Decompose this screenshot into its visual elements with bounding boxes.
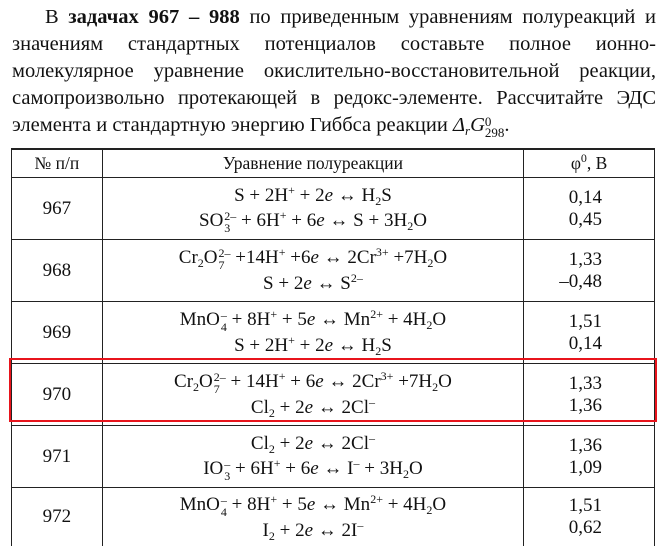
equation-line: $I_2 + 2e$ ↔ 2I–	[262, 517, 364, 543]
potentials: 0,14 0,45	[524, 178, 655, 240]
equation-line: SO 2– 3 + 6H+ + 6e ↔ $S + 3H_2O$	[199, 208, 427, 235]
half-reactions	[102, 240, 523, 302]
potentials: 1,33 1,36	[524, 364, 655, 426]
table-row	[12, 302, 655, 364]
equation-line: MnO – 4 + 8H+ + 5e ↔ $Mn^{2+} + 4H_2O$	[179, 307, 447, 334]
header-equation: Уравнение полуреакции	[102, 149, 523, 178]
equation-line: $Cl_2 + 2e$ ↔ 2Cl–	[250, 395, 375, 420]
table-row-highlighted	[12, 364, 655, 426]
potentials: 1,51 0,14	[524, 302, 655, 364]
equation-line: S + 2e ↔ $S^{2-}$	[263, 271, 363, 294]
half-reactions	[102, 178, 523, 240]
header-potential: $\varphi^0$, В	[524, 149, 655, 178]
half-reactions	[102, 302, 523, 364]
half-reactions	[102, 488, 523, 547]
row-number: 970	[12, 364, 103, 426]
row-number: 968	[12, 240, 103, 302]
table-header-row	[12, 149, 655, 178]
problem-statement: В задачах 967 – 988 по приведенным уравнениям полуреакций и значениям стандартных потенциалов составьте полное ионно-молекулярное уравнение окислительно-восстановительной реакции, самопроизвольно протекающей в редокс-элементе. Рассчитайте ЭДС элемента и стандартную энергию Гиббса реакции ΔrG 0 298 .	[12, 6, 657, 140]
row-number: 969	[12, 302, 103, 364]
half-reactions-table	[11, 148, 655, 546]
equation-line: $Cl_2 + 2e$ ↔ 2Cl–	[250, 431, 375, 456]
equation-line: $Cr_2O$ 2– 7 +14H+ +6e ↔ $2Cr^{3+} +7H_2O$	[178, 245, 448, 272]
intro-lead: В	[45, 6, 59, 28]
potentials: 1,33 –0,48	[524, 240, 655, 302]
table-row	[12, 240, 655, 302]
table-row	[12, 488, 655, 547]
row-number: 972	[12, 488, 103, 547]
header-number: № п/п	[12, 149, 103, 178]
task-range: задачах 967 – 988	[68, 6, 240, 28]
equation-line: S + 2H+ + 2e ↔ $H_2S$	[234, 183, 392, 208]
gibbs-symbol: ΔrG 0 298	[452, 114, 505, 140]
table-row	[12, 178, 655, 240]
row-number: 971	[12, 426, 103, 488]
table-row	[12, 426, 655, 488]
equation-line: IO – 3 + 6H+ + 6e ↔ $I^- + 3H_2O$	[203, 456, 423, 483]
potentials: 1,36 1,09	[524, 426, 655, 488]
potentials: 1,51 0,62	[524, 488, 655, 547]
row-number: 967	[12, 178, 103, 240]
half-reactions	[102, 364, 523, 426]
equation-line: $Cr_2O$ 2– 7 + 14H+ + 6e ↔ $2Cr^{3+} +7H_2O$	[174, 369, 452, 396]
intro-text: по приведенным уравнениям полуреакций и значениям стандартных потенциалов составьте полное ионно-молекулярное уравнение окислительно-восстановительной реакции, самопроизвольно протекающей в редокс-элементе. Рассчитайте ЭДС элемента и стандартную энергию Гиббса реакции	[12, 6, 657, 136]
equation-line: MnO – 4 + 8H+ + 5e ↔ $Mn^{2+} + 4H_2O$	[179, 491, 447, 519]
half-reactions	[102, 426, 523, 488]
equation-line: S + 2H+ + 2e ↔ $H_2S$	[234, 333, 392, 358]
